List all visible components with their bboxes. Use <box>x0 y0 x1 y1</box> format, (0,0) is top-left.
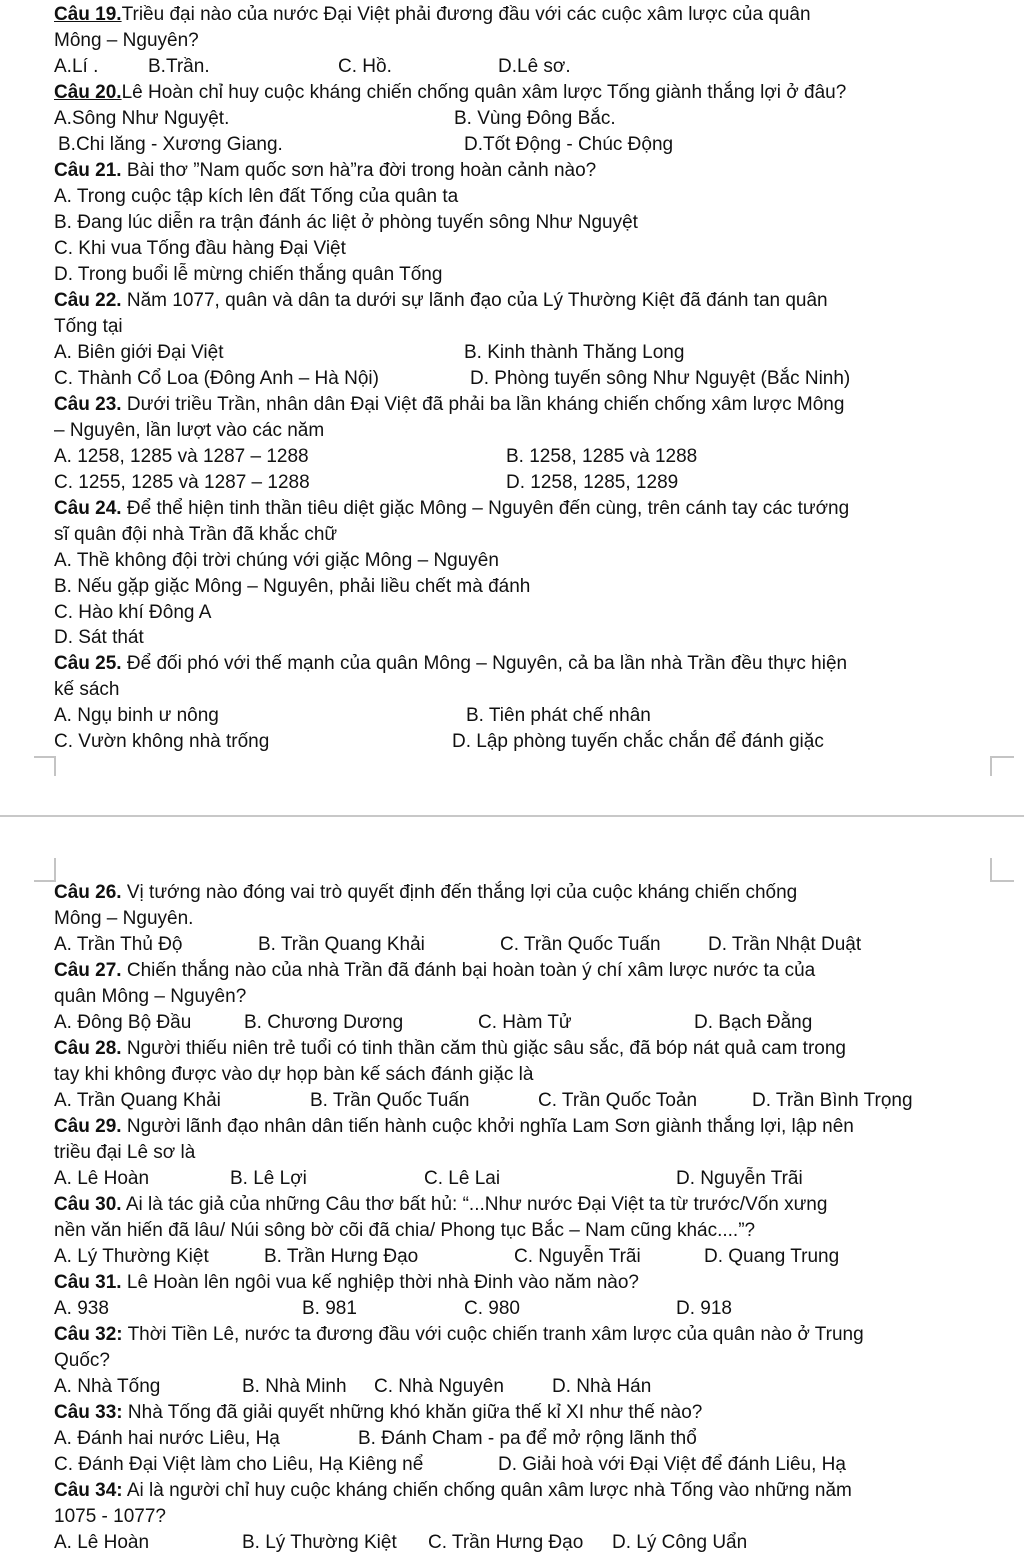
option-a: A. Nhà Tống <box>54 1375 161 1397</box>
question-text-cont: 1075 - 1077? <box>54 1505 166 1527</box>
question-text: Người thiếu niên trẻ tuổi có tinh thần căm thù giặc sâu sắc, đã bóp nát quả cam trong <box>121 1038 846 1059</box>
question-text: Lê Hoàn chỉ huy cuộc kháng chiến chống quân xâm lược Tống giành thắng lợi ở đâu? <box>121 82 847 103</box>
option-b: B. Kinh thành Thăng Long <box>464 341 685 363</box>
option-d: D. 1258, 1285, 1289 <box>506 471 679 493</box>
option-c: C. Lê Lai <box>424 1167 501 1189</box>
question-text-cont: Mông – Nguyên? <box>54 29 199 51</box>
option-b: B. Nhà Minh <box>242 1375 347 1397</box>
question-number: Câu 23. <box>54 394 122 415</box>
option-b: B. Lê Lợi <box>230 1167 307 1189</box>
option-c: C. Trần Quốc Tuấn <box>500 933 661 955</box>
question-text-cont: tay khi không được vào dự họp bàn kế sách đánh giặc là <box>54 1063 534 1085</box>
question-text-cont: triều đại Lê sơ là <box>54 1141 196 1163</box>
question-text: Dưới triều Trần, nhân dân Đại Việt đã phải ba lần kháng chiến chống xâm lược Mông <box>121 394 845 415</box>
question-text-cont: quân Mông – Nguyên? <box>54 985 247 1007</box>
question-text: Người lãnh đạo nhân dân tiến hành cuộc khởi nghĩa Lam Sơn giành thắng lợi, lập nên <box>121 1116 854 1137</box>
option-a: A. Đông Bộ Đầu <box>54 1011 192 1033</box>
question-number: Câu 28. <box>54 1038 122 1059</box>
question-number: Câu 24. <box>54 498 122 519</box>
option-b: B. 1258, 1285 và 1288 <box>506 445 698 467</box>
option-c: C. Nhà Nguyên <box>374 1375 504 1397</box>
option-a: A. Thề không đội trời chúng với giặc Mông – Nguyên <box>54 549 499 571</box>
option-d: D. Lập phòng tuyến chắc chắn để đánh giặc <box>452 730 824 752</box>
page-corner-mark <box>34 756 56 776</box>
question-text-cont: nền văn hiến đã lâu/ Núi sông bờ cõi đã chia/ Phong tục Bắc – Nam cũng khác....”? <box>54 1219 756 1241</box>
option-c: C. Hồ. <box>338 55 392 77</box>
option-d: D. Lý Công Uẩn <box>612 1531 748 1553</box>
question-text-cont: – Nguyên, lần lượt vào các năm <box>54 419 325 441</box>
question-text: Ai là người chỉ huy cuộc kháng chiến chống quân xâm lược nhà Tống vào những năm <box>122 1480 852 1501</box>
option-b: B. Trần Hưng Đạo <box>264 1245 419 1267</box>
option-b: B. Nếu gặp giặc Mông – Nguyên, phải liều chết mà đánh <box>54 575 531 597</box>
option-c: C. Trần Quốc Toản <box>538 1089 698 1111</box>
question-text: Bài thơ ”Nam quốc sơn hà”ra đời trong hoàn cảnh nào? <box>121 160 597 181</box>
question-text: Nhà Tống đã giải quyết những khó khăn giữa thế kỉ XI như thế nào? <box>122 1402 703 1423</box>
option-a: A. 1258, 1285 và 1287 – 1288 <box>54 445 309 467</box>
option-b: B. Vùng Đông Bắc. <box>454 107 616 129</box>
option-d: D. Trần Bình Trọng <box>752 1089 913 1111</box>
option-c: C. Hào khí Đông A <box>54 601 212 623</box>
option-d: D. Nguyễn Trãi <box>676 1167 803 1189</box>
question-text: Để đối phó với thế mạnh của quân Mông – Nguyên, cả ba lần nhà Trần đều thực hiện <box>121 653 848 674</box>
question-25 <box>54 651 994 755</box>
option-c: C. Hàm Tử <box>478 1011 572 1033</box>
question-text-cont: sĩ quân đội nhà Trần đã khắc chữ <box>54 523 338 545</box>
option-a: A. Lê Hoàn <box>54 1531 150 1553</box>
option-a: A. Đánh hai nước Liêu, Hạ <box>54 1427 280 1449</box>
option-d: D.Lê sơ. <box>498 55 571 77</box>
option-b: B.Trần. <box>148 55 210 77</box>
page-separator-line <box>0 815 1024 817</box>
option-b: B. Tiên phát chế nhân <box>466 704 651 726</box>
question-23 <box>54 392 994 496</box>
option-d: D. Quang Trung <box>704 1245 840 1267</box>
question-number: Câu 22. <box>54 290 122 311</box>
option-a: A.Sông Như Nguyệt. <box>54 107 230 129</box>
question-26 <box>54 880 994 958</box>
option-b: B. Đánh Cham - pa để mở rộng lãnh thổ <box>358 1427 697 1449</box>
option-d: D. 918 <box>676 1297 732 1319</box>
option-b: B. Lý Thường Kiệt <box>242 1531 397 1553</box>
option-b: B. Đang lúc diễn ra trận đánh ác liệt ở phòng tuyến sông Như Nguyệt <box>54 211 638 233</box>
question-number: Câu 29. <box>54 1116 122 1137</box>
question-31 <box>54 1270 994 1322</box>
page-corner-mark <box>990 756 1014 776</box>
question-number: Câu 30. <box>54 1194 122 1215</box>
question-text: Năm 1077, quân và dân ta dưới sự lãnh đạo của Lý Thường Kiệt đã đánh tan quân <box>121 290 828 311</box>
question-34 <box>54 1478 994 1556</box>
question-number: Câu 19. <box>54 4 122 25</box>
option-d: D. Trong buổi lễ mừng chiến thắng quân Tống <box>54 263 443 285</box>
question-number: Câu 34: <box>54 1480 123 1501</box>
question-29 <box>54 1114 994 1192</box>
question-21 <box>54 158 994 287</box>
option-a: A. Trần Thủ Độ <box>54 933 183 955</box>
question-24 <box>54 496 994 651</box>
option-c: C. Trần Hưng Đạo <box>428 1531 584 1553</box>
option-b: B. Trần Quang Khải <box>258 933 425 955</box>
question-27 <box>54 958 994 1036</box>
question-number: Câu 25. <box>54 653 122 674</box>
option-d: D. Giải hoà với Đại Việt để đánh Liêu, Hạ <box>498 1453 846 1475</box>
question-32 <box>54 1322 994 1400</box>
option-c: C. Thành Cổ Loa (Đông Anh – Hà Nội) <box>54 367 379 389</box>
option-d: D. Sát thát <box>54 627 144 649</box>
question-text-cont: kế sách <box>54 678 120 700</box>
question-22 <box>54 288 994 392</box>
option-d: D. Nhà Hán <box>552 1375 652 1397</box>
question-number: Câu 20. <box>54 82 122 103</box>
question-number: Câu 32: <box>54 1324 123 1345</box>
option-a: A. 938 <box>54 1297 109 1319</box>
option-a: A. Trần Quang Khải <box>54 1089 221 1111</box>
question-number: Câu 26. <box>54 882 122 903</box>
question-text-cont: Quốc? <box>54 1349 110 1371</box>
page-gap <box>0 760 1024 850</box>
option-a: A. Lê Hoàn <box>54 1167 150 1189</box>
question-number: Câu 33: <box>54 1402 123 1423</box>
question-text: Vị tướng nào đóng vai trò quyết định đến thắng lợi của cuộc kháng chiến chống <box>121 882 798 903</box>
question-text: Ai là tác giả của những Câu thơ bất hủ: “...Như nước Đại Việt ta từ trước/Vốn xưng <box>121 1194 828 1215</box>
question-text: Thời Tiền Lê, nước ta đương đầu với cuộc chiến tranh xâm lược của quân nào ở Trung <box>122 1324 864 1345</box>
question-number: Câu 27. <box>54 960 122 981</box>
option-a: A. Lý Thường Kiệt <box>54 1245 209 1267</box>
option-c: C. Vườn không nhà trống <box>54 730 270 752</box>
question-number: Câu 21. <box>54 160 122 181</box>
option-c: C. 980 <box>464 1297 520 1319</box>
option-b: B. Chương Dương <box>244 1011 404 1033</box>
question-text: Chiến thắng nào của nhà Trần đã đánh bại hoàn toàn ý chí xâm lược nước ta của <box>121 960 816 981</box>
question-text: Lê Hoàn lên ngôi vua kế nghiệp thời nhà Đinh vào năm nào? <box>121 1272 639 1293</box>
question-30 <box>54 1192 994 1270</box>
option-a: A. Ngụ binh ư nông <box>54 704 219 726</box>
question-text: Để thể hiện tinh thần tiêu diệt giặc Mông – Nguyên đến cùng, trên cánh tay các tướng <box>121 498 850 519</box>
question-text: Triều đại nào của nước Đại Việt phải đương đầu với các cuộc xâm lược của quân <box>121 4 811 25</box>
option-c: C. Nguyễn Trãi <box>514 1245 641 1267</box>
option-c: C. Khi vua Tống đầu hàng Đại Việt <box>54 237 346 259</box>
question-28 <box>54 1036 994 1114</box>
option-c: C. 1255, 1285 và 1287 – 1288 <box>54 471 310 493</box>
question-33 <box>54 1400 994 1478</box>
option-d: D. Bạch Đằng <box>694 1011 813 1033</box>
option-d: D. Trần Nhật Duật <box>708 933 862 955</box>
option-c: B.Chi lăng - Xương Giang. <box>58 133 283 155</box>
question-text-cont: Mông – Nguyên. <box>54 907 194 929</box>
option-a: A. Trong cuộc tập kích lên đất Tống của quân ta <box>54 185 459 207</box>
option-a: A. Biên giới Đại Việt <box>54 341 224 363</box>
option-d: D.Tốt Động - Chúc Động <box>464 133 674 155</box>
question-19 <box>54 2 994 80</box>
question-number: Câu 31. <box>54 1272 122 1293</box>
option-b: B. 981 <box>302 1297 357 1319</box>
option-b: B. Trần Quốc Tuấn <box>310 1089 470 1111</box>
document-page-1 <box>0 0 1024 760</box>
option-d: D. Phòng tuyến sông Như Nguyệt (Bắc Ninh) <box>470 367 851 389</box>
option-a: A.Lí . <box>54 55 99 77</box>
question-20 <box>54 80 994 158</box>
question-text-cont: Tống tại <box>54 315 123 337</box>
option-c: C. Đánh Đại Việt làm cho Liêu, Hạ Kiêng nể <box>54 1453 424 1475</box>
